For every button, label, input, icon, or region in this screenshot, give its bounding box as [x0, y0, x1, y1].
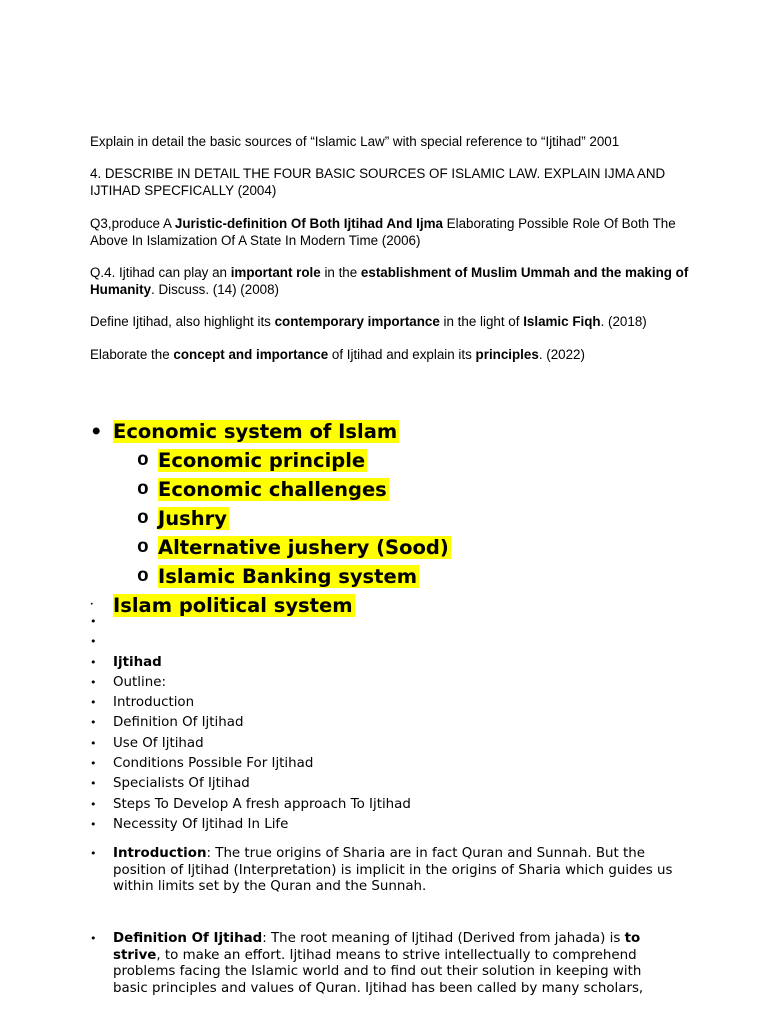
list-item [90, 612, 690, 632]
sub-bullet-marker: o [137, 478, 149, 500]
list-item [90, 632, 690, 652]
exam-question-3: Q3,produce A Juristic-definition Of Both Ijtihad And Ijma Elaborating Possible Role Of Both The Above In Islamization Of A State In Modern Time (2006) [90, 216, 676, 248]
list-item: • Specialists Of Ijtihad [90, 774, 690, 794]
bullet-marker: • [90, 736, 97, 750]
list-item: • Conditions Possible For Ijtihad [90, 754, 690, 774]
highlighted-text: Economic challenges [158, 478, 387, 501]
list-item: • Necessity Of Ijtihad In Life [90, 815, 690, 835]
ijtihad-outline-list [90, 612, 690, 835]
bullet-marker: • [90, 635, 97, 649]
bullet-marker: • [90, 932, 97, 945]
list-item: • Use Of Ijtihad [90, 734, 690, 754]
bullet-marker: • [90, 420, 103, 443]
definition-paragraph: • Definition Of Ijtihad: The root meaning of Ijtihad (Derived from jahada) is to strive, to make an effort. Ijtihad means to strive intellectually to comprehend problems facing the Islamic world and to find out their solution in keeping with basic principles and values of Quran. Ijtihad has been called by many scholars, [90, 931, 644, 996]
highlighted-text: Economic system of Islam [113, 420, 398, 443]
exam-question-2: 4. DESCRIBE IN DETAIL THE FOUR BASIC SOURCES OF ISLAMIC LAW. EXPLAIN IJMA AND IJTIHAD SPECFICALLY (2004) [90, 166, 666, 198]
exam-question-5: Define Ijtihad, also highlight its contemporary importance in the light of Islamic Fiqh. (2018) [90, 314, 647, 329]
bullet-marker: • [90, 797, 97, 811]
sub-bullet-marker: o [137, 565, 149, 587]
highlighted-text: Islamic Banking system [158, 565, 418, 588]
bullet-marker: • [90, 675, 97, 689]
list-item: • Definition Of Ijtihad [90, 713, 690, 733]
highlighted-text: Islam political system [113, 594, 353, 617]
exam-question-6: Elaborate the concept and importance of Ijtihad and explain its principles. (2022) [90, 347, 585, 362]
sub-bullet-marker: o [137, 449, 149, 471]
bullet-marker: • [90, 716, 97, 730]
exam-question-1: Explain in detail the basic sources of “Islamic Law” with special reference to “Ijtihad” 2001 [90, 134, 620, 149]
highlighted-text: Jushry [158, 507, 227, 530]
bullet-marker: • [90, 817, 97, 831]
bullet-marker: • [90, 655, 97, 669]
sub-bullet-marker: o [137, 507, 149, 529]
bullet-marker: • [90, 757, 97, 771]
list-item: • Introduction [90, 693, 690, 713]
highlighted-text: Alternative jushery (Sood) [158, 536, 449, 559]
bullet-marker: • [90, 696, 97, 710]
exam-question-4: Q.4. Ijtihad can play an important role in the establishment of Muslim Ummah and the making of Humanity. Discuss. (14) (2008) [90, 265, 689, 297]
bullet-marker: · [90, 600, 94, 610]
sub-bullet-marker: o [137, 536, 149, 558]
highlighted-text: Economic principle [158, 449, 366, 472]
bullet-marker: • [90, 847, 97, 860]
list-item: • Outline: [90, 673, 690, 693]
bullet-marker: • [90, 777, 97, 791]
bullet-marker: • [90, 615, 97, 628]
introduction-paragraph: • Introduction: The true origins of Sharia are in fact Quran and Sunnah. But the position of Ijtihad (Interpretation) is implicit in the origins of Sharia which guides us within limits set by the Quran and the Sunnah. [90, 846, 673, 895]
list-item: • Ijtihad [90, 653, 690, 673]
list-item: • Steps To Develop A fresh approach To Ijtihad [90, 795, 690, 815]
